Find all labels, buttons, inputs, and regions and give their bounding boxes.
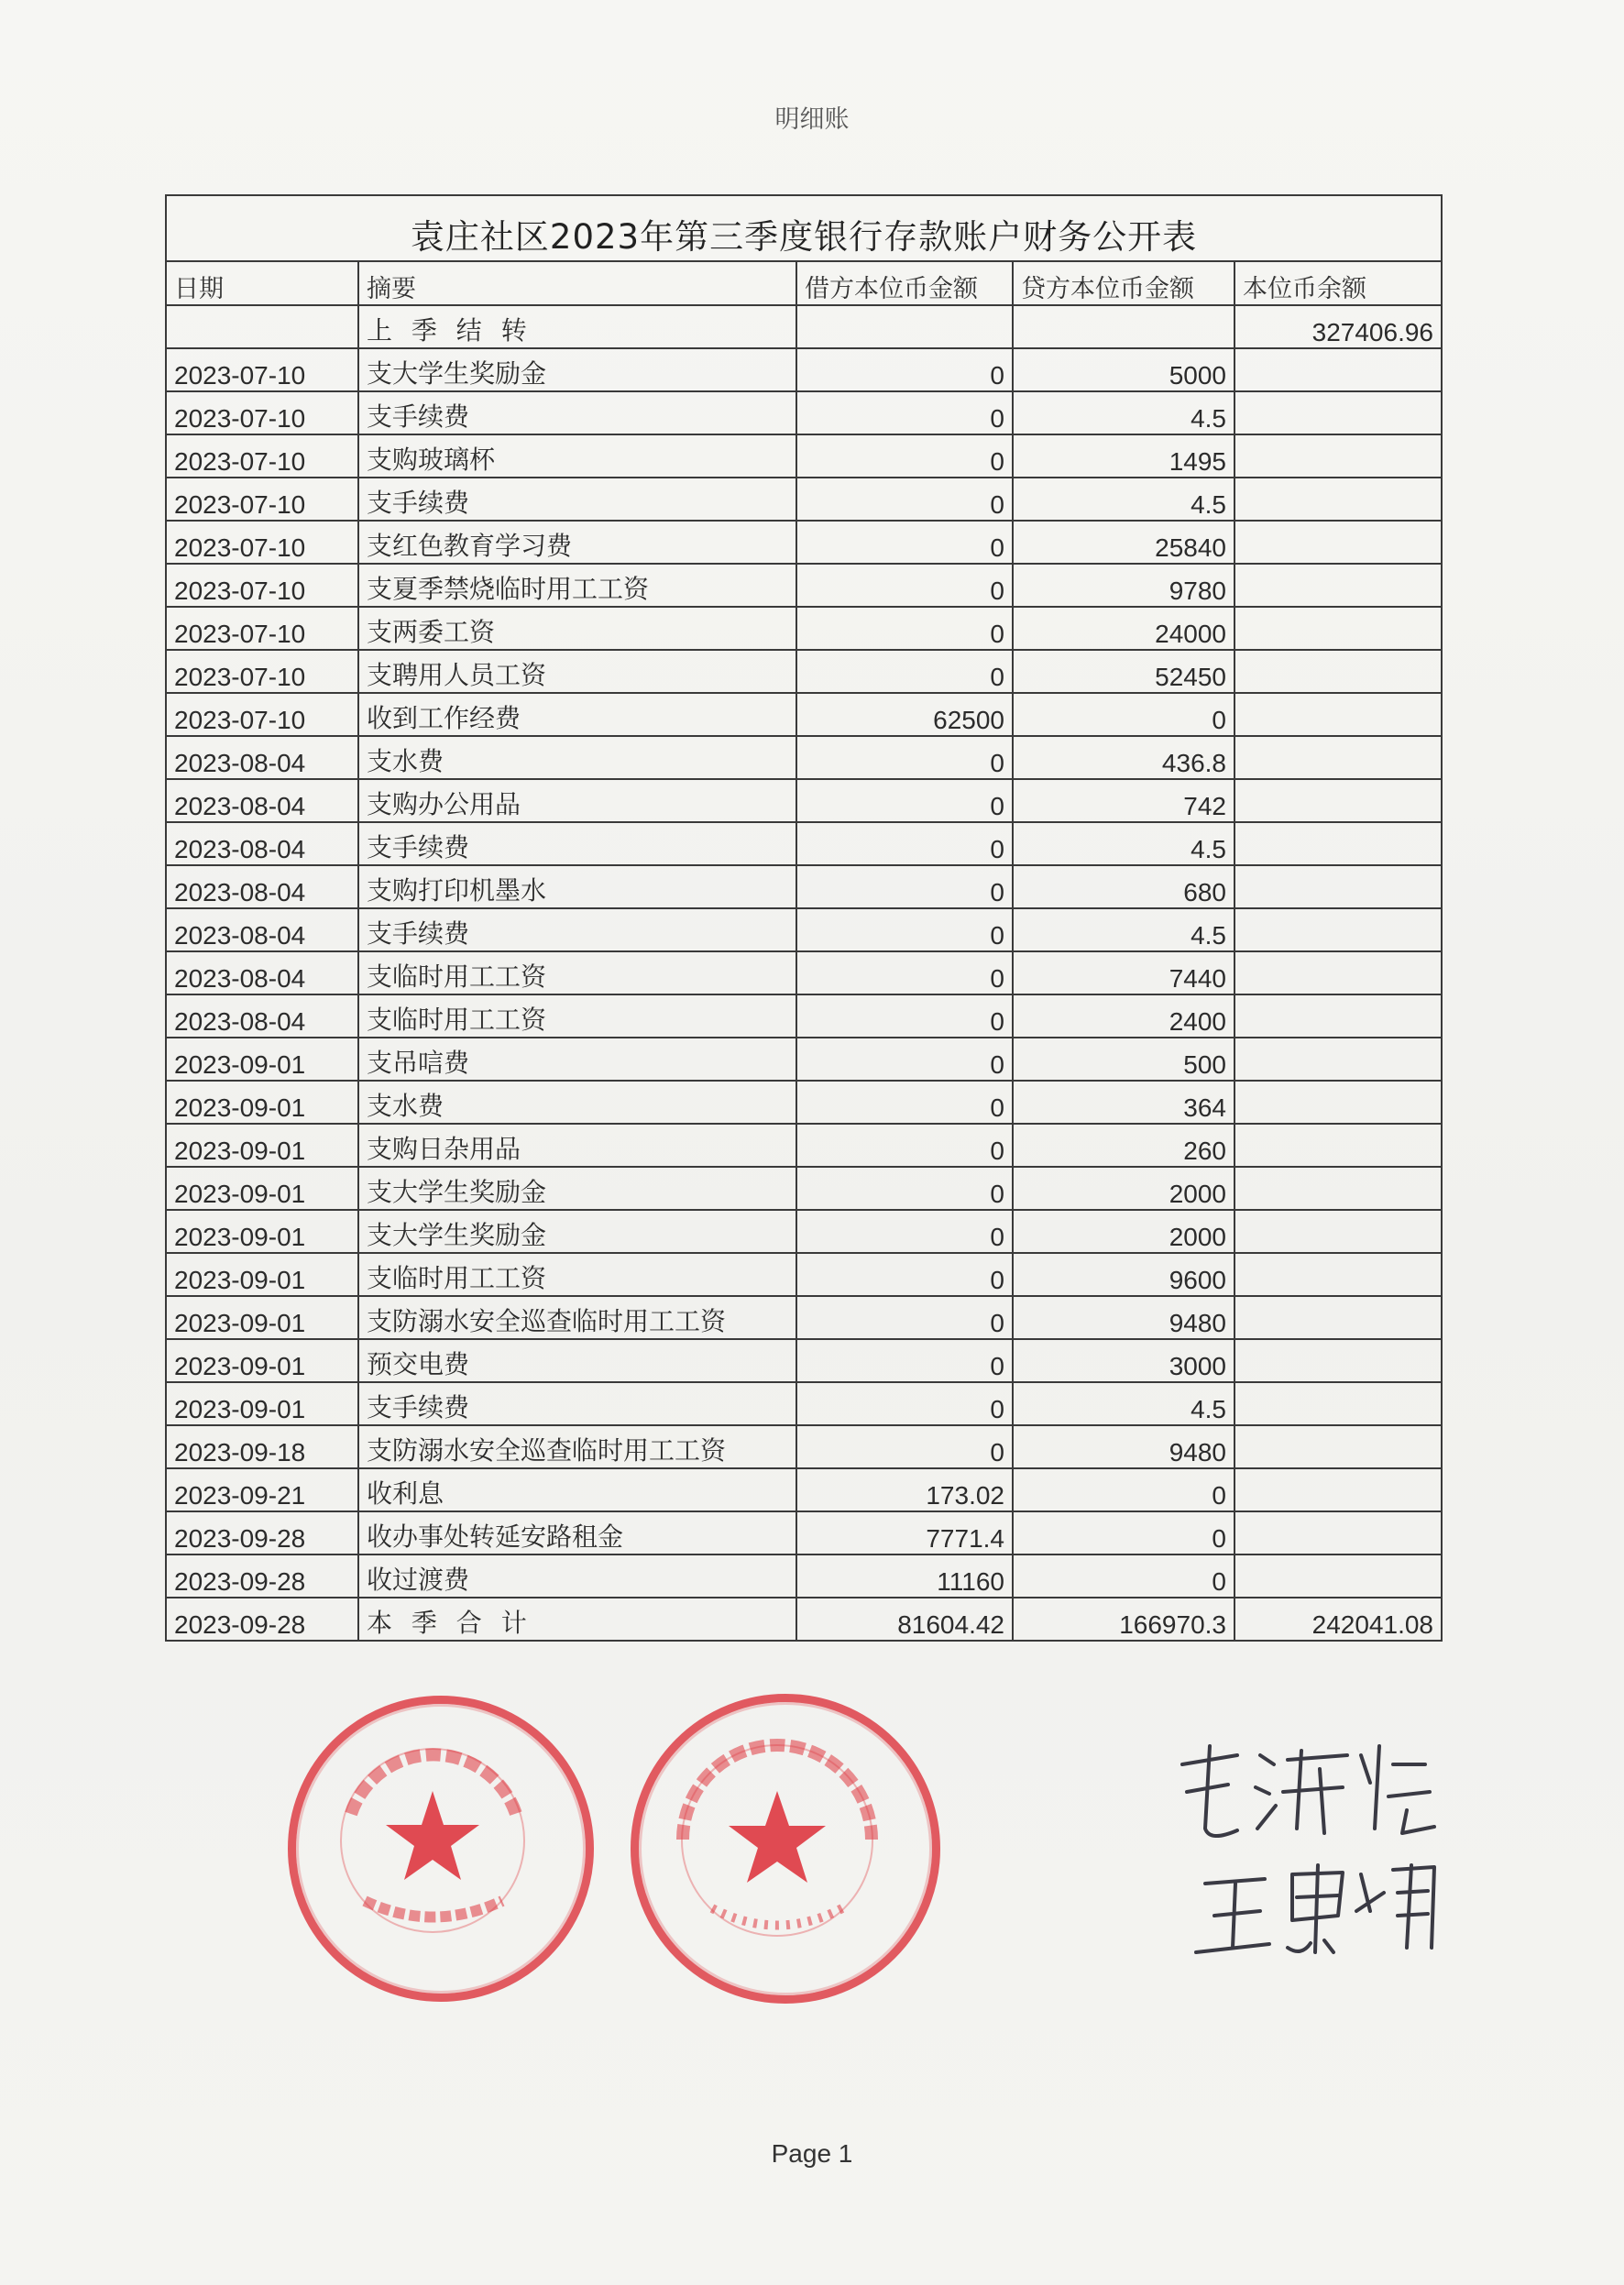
table-row: [166, 1167, 1442, 1210]
row-credit: 4.5: [1013, 822, 1234, 865]
row-summary: 收利息: [358, 1468, 796, 1511]
row-date: 2023-08-04: [166, 736, 358, 779]
row-debit: 62500: [796, 693, 1013, 736]
table-row: [166, 1124, 1442, 1167]
table-row: [166, 650, 1442, 693]
row-credit: 3000: [1013, 1339, 1234, 1382]
row-date: 2023-09-01: [166, 1339, 358, 1382]
row-credit: 2400: [1013, 994, 1234, 1038]
table-row: [166, 736, 1442, 779]
row-date: 2023-09-28: [166, 1554, 358, 1598]
row-credit: 7440: [1013, 951, 1234, 994]
row-balance: [1234, 951, 1442, 994]
row-credit: 9480: [1013, 1296, 1234, 1339]
row-date: 2023-07-10: [166, 521, 358, 564]
table-row: [166, 434, 1442, 478]
row-summary: 支购办公用品: [358, 779, 796, 822]
table-row: [166, 607, 1442, 650]
row-debit: 11160: [796, 1554, 1013, 1598]
row-credit: 9780: [1013, 564, 1234, 607]
row-debit: 0: [796, 1124, 1013, 1167]
row-summary: 收过渡费: [358, 1554, 796, 1598]
row-debit: 173.02: [796, 1468, 1013, 1511]
row-balance: [1234, 1425, 1442, 1468]
row-summary: 支购玻璃杯: [358, 434, 796, 478]
table-row: [166, 865, 1442, 908]
row-date: 2023-09-01: [166, 1167, 358, 1210]
row-summary: 支大学生奖励金: [358, 348, 796, 391]
row-debit: 0: [796, 1038, 1013, 1081]
row-balance: [1234, 607, 1442, 650]
col-header-date: 日期: [166, 261, 358, 305]
row-summary: 支水费: [358, 1081, 796, 1124]
table-row: [166, 822, 1442, 865]
table-row: [166, 1081, 1442, 1124]
row-debit: 0: [796, 1081, 1013, 1124]
row-credit: 4.5: [1013, 908, 1234, 951]
row-summary: 支手续费: [358, 391, 796, 434]
row-balance: [1234, 693, 1442, 736]
row-credit: 9600: [1013, 1253, 1234, 1296]
row-debit: 0: [796, 1296, 1013, 1339]
row-date: 2023-08-04: [166, 908, 358, 951]
total-debit: 81604.42: [796, 1598, 1013, 1641]
row-debit: 0: [796, 1210, 1013, 1253]
carry-over-date: [166, 305, 358, 348]
header-row: [166, 261, 1442, 305]
row-summary: 支聘用人员工资: [358, 650, 796, 693]
row-credit: 0: [1013, 1554, 1234, 1598]
row-debit: 0: [796, 1425, 1013, 1468]
total-label: 本 季 合 计: [358, 1598, 796, 1641]
row-date: 2023-08-04: [166, 994, 358, 1038]
row-debit: 7771.4: [796, 1511, 1013, 1554]
table-row: [166, 1468, 1442, 1511]
row-debit: 0: [796, 1339, 1013, 1382]
row-debit: 0: [796, 478, 1013, 521]
row-balance: [1234, 1296, 1442, 1339]
row-summary: 支吊唁费: [358, 1038, 796, 1081]
carry-over-row: [166, 305, 1442, 348]
col-header-debit: 借方本位币金额: [796, 261, 1013, 305]
row-credit: 364: [1013, 1081, 1234, 1124]
table-row: [166, 1253, 1442, 1296]
table-row: [166, 1339, 1442, 1382]
total-credit: 166970.3: [1013, 1598, 1234, 1641]
document-header: 明细账: [774, 105, 850, 134]
row-debit: 0: [796, 908, 1013, 951]
row-credit: 9480: [1013, 1425, 1234, 1468]
row-balance: [1234, 564, 1442, 607]
row-summary: 支购日杂用品: [358, 1124, 796, 1167]
total-row: [166, 1598, 1442, 1641]
table-row: [166, 693, 1442, 736]
row-date: 2023-09-01: [166, 1210, 358, 1253]
row-summary: 支临时用工工资: [358, 994, 796, 1038]
row-debit: 0: [796, 348, 1013, 391]
row-summary: 支购打印机墨水: [358, 865, 796, 908]
row-date: 2023-09-01: [166, 1382, 358, 1425]
table-row: [166, 994, 1442, 1038]
row-debit: 0: [796, 951, 1013, 994]
carry-over-debit: [796, 305, 1013, 348]
row-balance: [1234, 478, 1442, 521]
row-date: 2023-07-10: [166, 391, 358, 434]
row-credit: 0: [1013, 693, 1234, 736]
col-header-balance: 本位币余额: [1234, 261, 1442, 305]
row-credit: 1495: [1013, 434, 1234, 478]
row-date: 2023-07-10: [166, 564, 358, 607]
row-summary: 支临时用工工资: [358, 951, 796, 994]
carry-over-balance: 327406.96: [1234, 305, 1442, 348]
row-date: 2023-09-01: [166, 1038, 358, 1081]
col-header-summary: 摘要: [358, 261, 796, 305]
row-credit: 260: [1013, 1124, 1234, 1167]
row-debit: 0: [796, 650, 1013, 693]
row-summary: 支大学生奖励金: [358, 1210, 796, 1253]
table-row: [166, 1296, 1442, 1339]
row-date: 2023-09-18: [166, 1425, 358, 1468]
row-balance: [1234, 994, 1442, 1038]
row-date: 2023-07-10: [166, 434, 358, 478]
table-row: [166, 348, 1442, 391]
row-credit: 500: [1013, 1038, 1234, 1081]
row-summary: 支红色教育学习费: [358, 521, 796, 564]
row-summary: 支手续费: [358, 822, 796, 865]
row-debit: 0: [796, 736, 1013, 779]
row-balance: [1234, 1511, 1442, 1554]
row-summary: 收到工作经费: [358, 693, 796, 736]
table-row: [166, 521, 1442, 564]
row-balance: [1234, 865, 1442, 908]
row-balance: [1234, 1339, 1442, 1382]
row-credit: 0: [1013, 1511, 1234, 1554]
row-credit: 5000: [1013, 348, 1234, 391]
row-debit: 0: [796, 779, 1013, 822]
table-row: [166, 1425, 1442, 1468]
row-balance: [1234, 1210, 1442, 1253]
table-row: [166, 1210, 1442, 1253]
row-balance: [1234, 1081, 1442, 1124]
row-date: 2023-07-10: [166, 607, 358, 650]
row-credit: 4.5: [1013, 1382, 1234, 1425]
carry-over-label: 上 季 结 转: [358, 305, 796, 348]
official-seal-residents-committee: [631, 1694, 940, 2004]
row-date: 2023-07-10: [166, 478, 358, 521]
row-summary: 支手续费: [358, 1382, 796, 1425]
row-balance: [1234, 1554, 1442, 1598]
row-date: 2023-08-04: [166, 779, 358, 822]
row-summary: 支手续费: [358, 478, 796, 521]
row-debit: 0: [796, 1253, 1013, 1296]
row-balance: [1234, 1468, 1442, 1511]
row-credit: 52450: [1013, 650, 1234, 693]
seal-star-icon: [386, 1791, 479, 1880]
row-summary: 支水费: [358, 736, 796, 779]
table-row: [166, 478, 1442, 521]
row-debit: 0: [796, 822, 1013, 865]
table-row: [166, 1382, 1442, 1425]
row-credit: 24000: [1013, 607, 1234, 650]
row-summary: 支防溺水安全巡查临时用工工资: [358, 1425, 796, 1468]
row-date: 2023-09-01: [166, 1296, 358, 1339]
row-credit: 2000: [1013, 1167, 1234, 1210]
row-summary: 支临时用工工资: [358, 1253, 796, 1296]
ledger-table: [165, 194, 1443, 1642]
row-summary: 预交电费: [358, 1339, 796, 1382]
row-date: 2023-07-10: [166, 348, 358, 391]
row-balance: [1234, 1253, 1442, 1296]
total-balance: 242041.08: [1234, 1598, 1442, 1641]
row-debit: 0: [796, 865, 1013, 908]
table-row: [166, 564, 1442, 607]
row-balance: [1234, 779, 1442, 822]
row-balance: [1234, 1038, 1442, 1081]
row-balance: [1234, 908, 1442, 951]
row-debit: 0: [796, 994, 1013, 1038]
table-title: 袁庄社区2023年第三季度银行存款账户财务公开表: [166, 195, 1442, 261]
row-date: 2023-07-10: [166, 693, 358, 736]
table-row: [166, 951, 1442, 994]
row-credit: 680: [1013, 865, 1234, 908]
row-balance: [1234, 434, 1442, 478]
page-number: Page 1: [771, 2139, 853, 2168]
row-summary: 支大学生奖励金: [358, 1167, 796, 1210]
row-balance: [1234, 1167, 1442, 1210]
row-credit: 4.5: [1013, 391, 1234, 434]
row-balance: [1234, 348, 1442, 391]
row-date: 2023-09-28: [166, 1511, 358, 1554]
row-credit: 4.5: [1013, 478, 1234, 521]
row-summary: 收办事处转延安路租金: [358, 1511, 796, 1554]
row-debit: 0: [796, 1382, 1013, 1425]
row-balance: [1234, 391, 1442, 434]
row-debit: 0: [796, 391, 1013, 434]
table-row: [166, 908, 1442, 951]
row-balance: [1234, 1124, 1442, 1167]
table-row: [166, 391, 1442, 434]
row-date: 2023-08-04: [166, 951, 358, 994]
row-summary: 支手续费: [358, 908, 796, 951]
row-summary: 支两委工资: [358, 607, 796, 650]
handwritten-signatures: [1173, 1728, 1448, 1966]
row-credit: 0: [1013, 1468, 1234, 1511]
row-date: 2023-09-01: [166, 1124, 358, 1167]
row-date: 2023-09-01: [166, 1253, 358, 1296]
row-balance: [1234, 736, 1442, 779]
official-seal-supervision-committee: [288, 1696, 594, 2002]
row-debit: 0: [796, 434, 1013, 478]
row-balance: [1234, 521, 1442, 564]
seal-star-icon: [729, 1791, 826, 1883]
row-debit: 0: [796, 564, 1013, 607]
row-summary: 支夏季禁烧临时用工工资: [358, 564, 796, 607]
total-date: 2023-09-28: [166, 1598, 358, 1641]
row-debit: 0: [796, 521, 1013, 564]
carry-over-credit: [1013, 305, 1234, 348]
row-balance: [1234, 1382, 1442, 1425]
row-debit: 0: [796, 607, 1013, 650]
row-date: 2023-09-21: [166, 1468, 358, 1511]
table-row: [166, 779, 1442, 822]
row-date: 2023-08-04: [166, 865, 358, 908]
row-credit: 2000: [1013, 1210, 1234, 1253]
row-date: 2023-08-04: [166, 822, 358, 865]
table-row: [166, 1511, 1442, 1554]
row-balance: [1234, 650, 1442, 693]
table-row: [166, 1554, 1442, 1598]
row-date: 2023-07-10: [166, 650, 358, 693]
row-credit: 742: [1013, 779, 1234, 822]
row-balance: [1234, 822, 1442, 865]
row-debit: 0: [796, 1167, 1013, 1210]
col-header-credit: 贷方本位币金额: [1013, 261, 1234, 305]
row-summary: 支防溺水安全巡查临时用工工资: [358, 1296, 796, 1339]
table-row: [166, 1038, 1442, 1081]
row-credit: 436.8: [1013, 736, 1234, 779]
row-credit: 25840: [1013, 521, 1234, 564]
row-date: 2023-09-01: [166, 1081, 358, 1124]
